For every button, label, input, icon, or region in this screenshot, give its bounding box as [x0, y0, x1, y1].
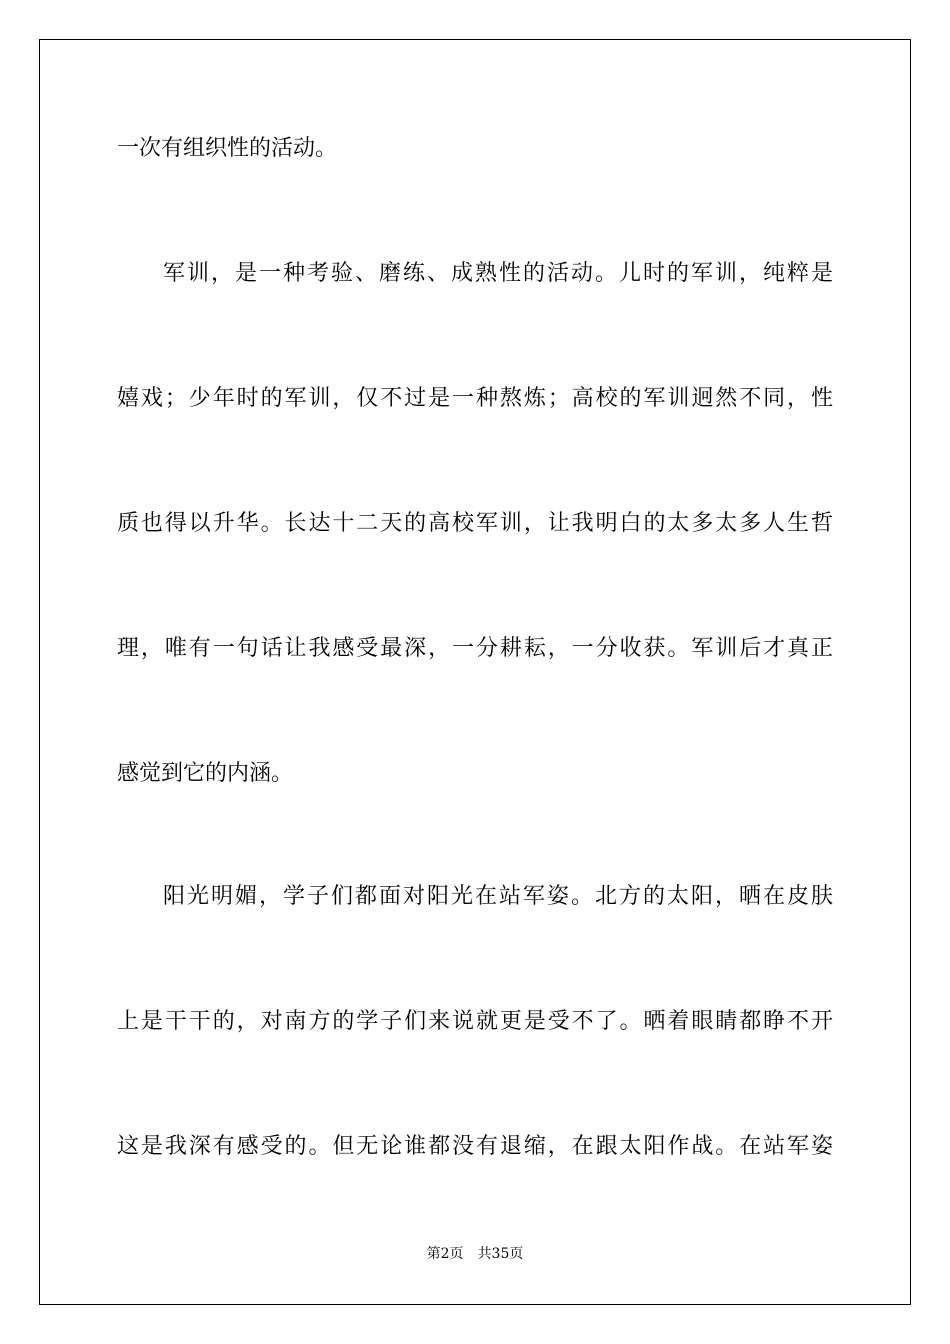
text-line-1: 一次有组织性的活动。: [117, 136, 338, 161]
page-border: [39, 39, 911, 1305]
text-line-2: 军训，是一种考验、磨练、成熟性的活动。儿时的军训，纯粹是: [163, 261, 833, 286]
text-line-9: 这是我深有感受的。但无论谁都没有退缩，在跟太阳作战。在站军姿: [117, 1134, 833, 1159]
page-number: 第2页: [426, 1246, 464, 1262]
page-footer: [0, 1244, 950, 1264]
text-line-5: 理，唯有一句话让我感受最深，一分耕耘，一分收获。军训后才真正: [117, 636, 833, 661]
page-total: 共35页: [477, 1246, 524, 1262]
text-line-3: 嬉戏；少年时的军训，仅不过是一种熬炼；高校的军训迥然不同，性: [117, 386, 833, 411]
text-line-4: 质也得以升华。长达十二天的高校军训，让我明白的太多太多人生哲: [117, 511, 833, 536]
text-line-6: 感觉到它的内涵。: [117, 761, 294, 786]
text-line-8: 上是干干的，对南方的学子们来说就更是受不了。晒着眼睛都睁不开: [117, 1009, 833, 1034]
text-line-7: 阳光明媚，学子们都面对阳光在站军姿。北方的太阳，晒在皮肤: [163, 884, 833, 909]
